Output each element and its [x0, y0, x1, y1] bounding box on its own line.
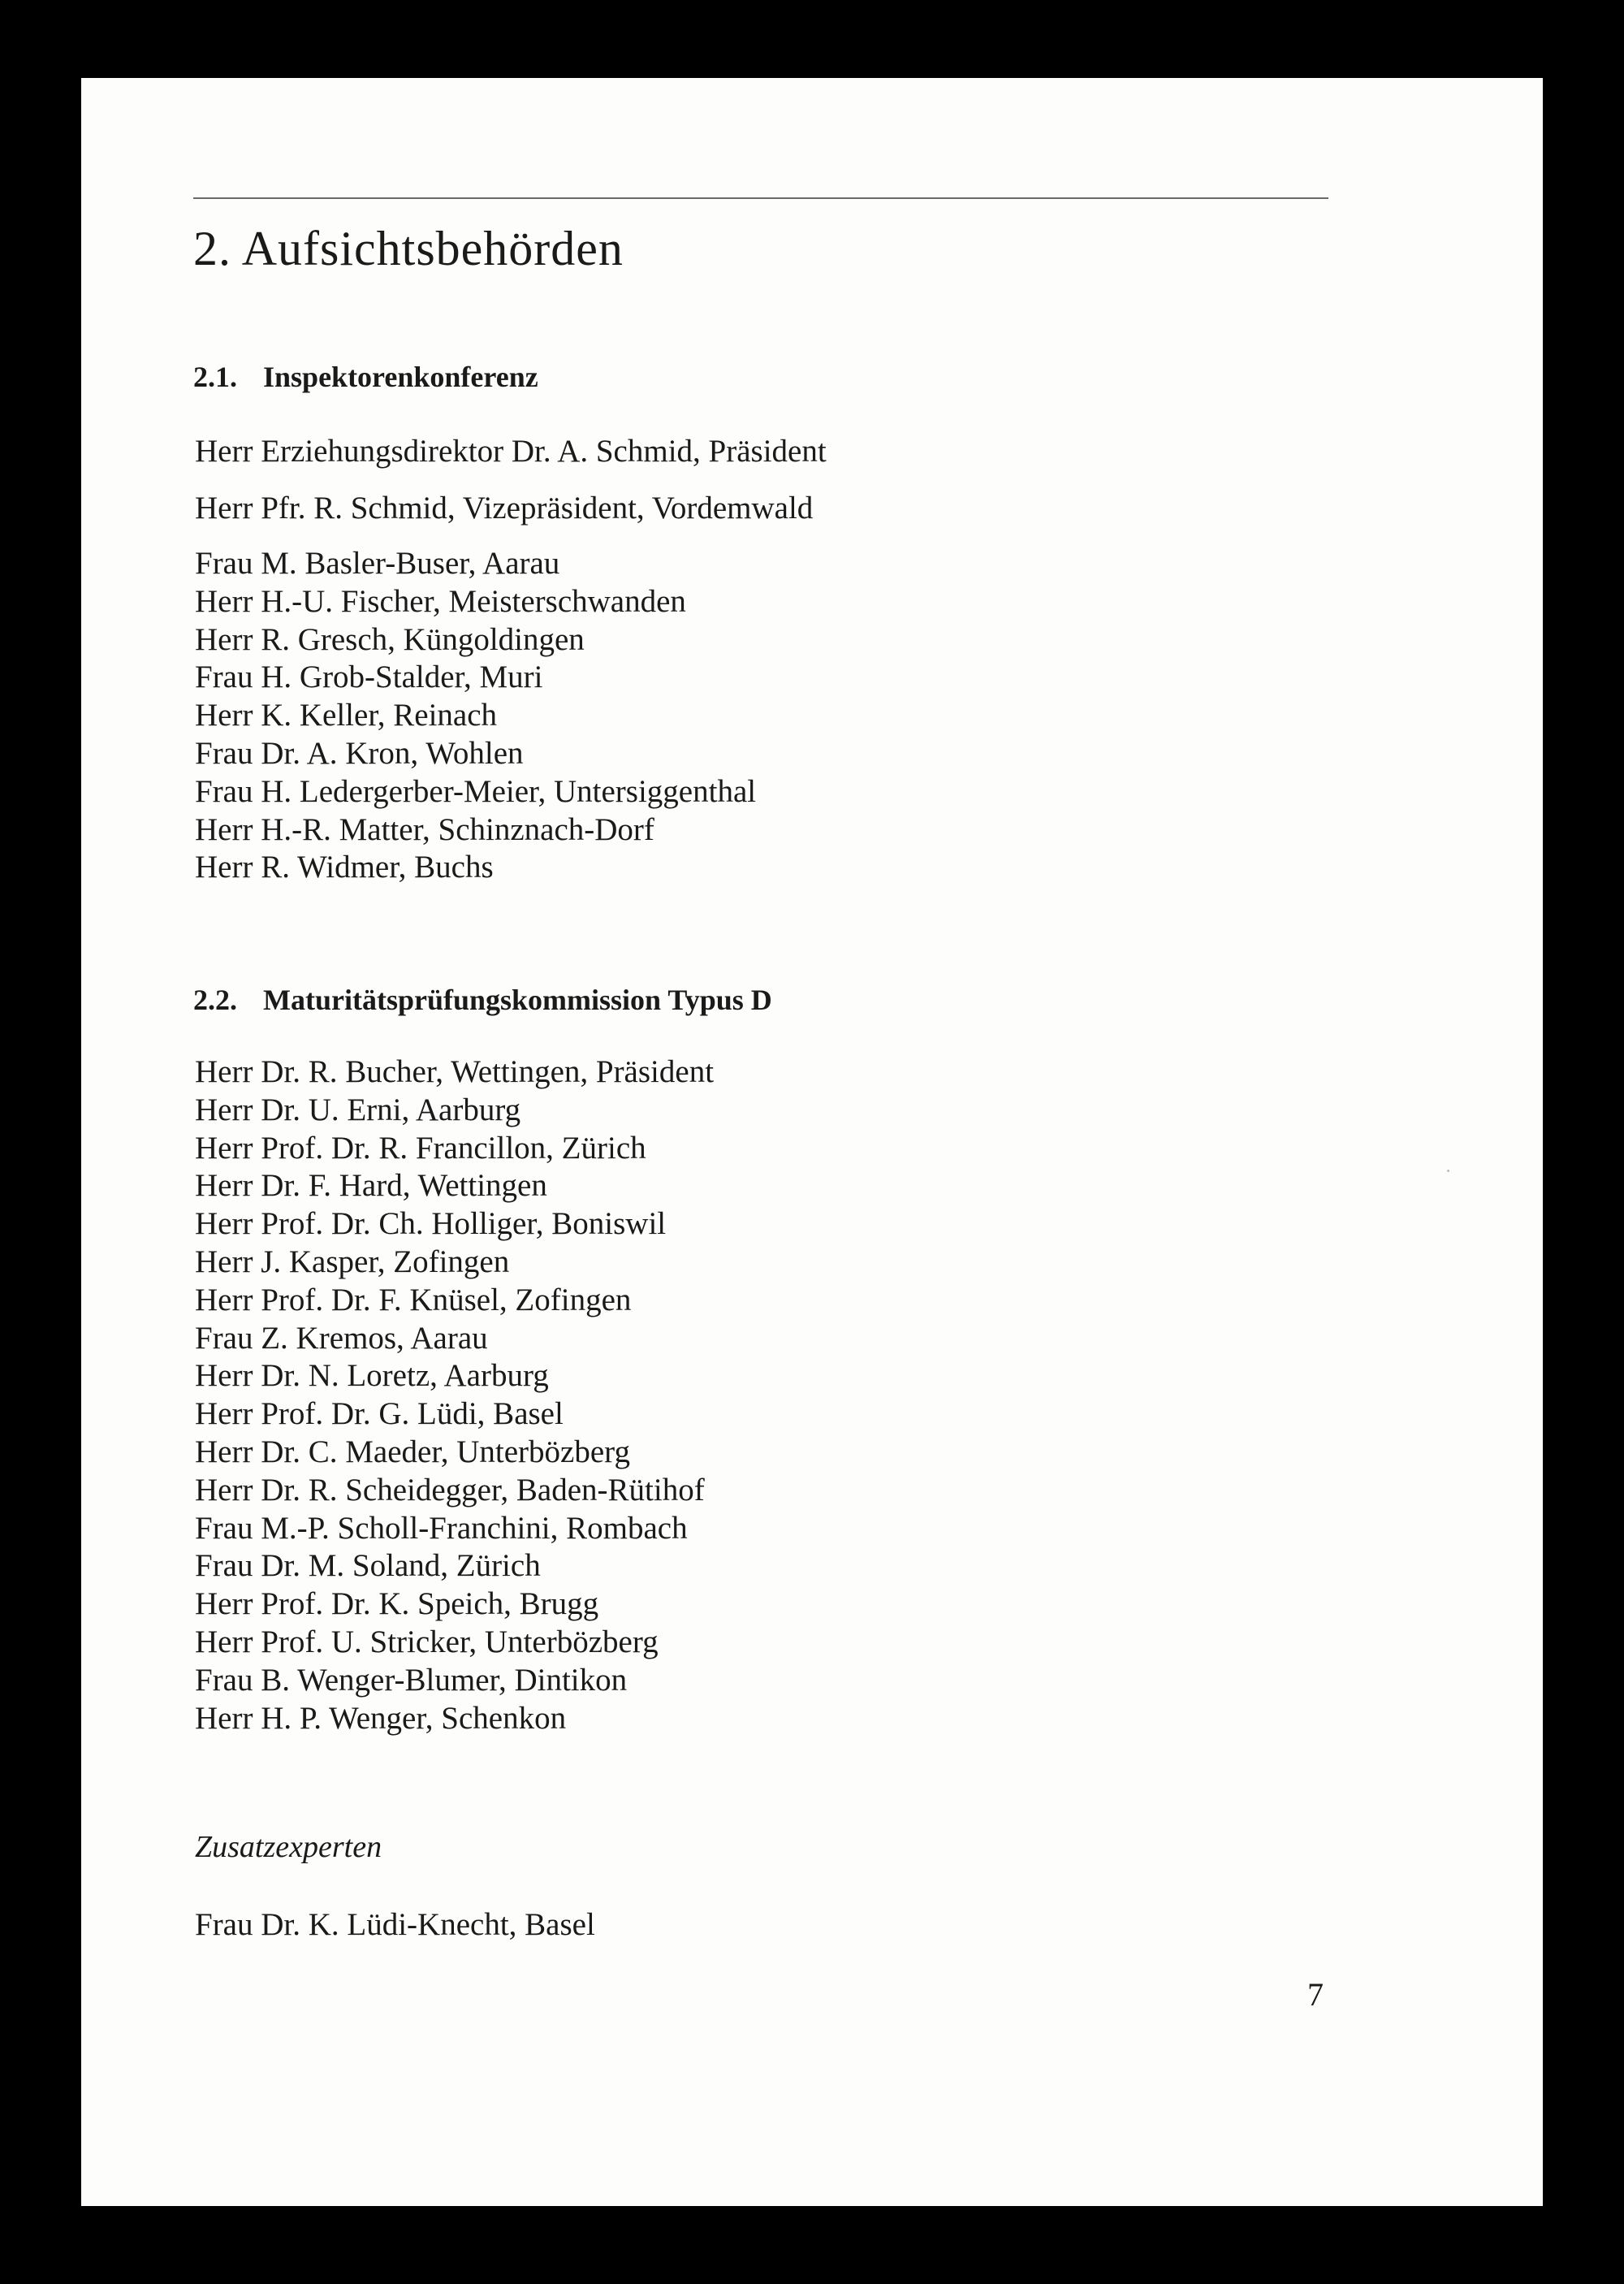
list-item: Herr Dr. U. Erni, Aarburg: [195, 1092, 521, 1127]
list-item: Frau Dr. M. Soland, Zürich: [195, 1548, 541, 1584]
list-item: Herr H.-R. Matter, Schinznach-Dorf: [195, 811, 654, 847]
section-heading-inspektorenkonferenz: [193, 360, 538, 395]
section-number: 2.2.: [193, 984, 237, 1016]
president-line: Herr Erziehungsdirektor Dr. A. Schmid, Präsident: [195, 434, 827, 469]
list-item: Herr Prof. Dr. R. Francillon, Zürich: [195, 1130, 646, 1166]
section-heading-maturitaetspruefungskommission: [193, 983, 772, 1018]
list-item: Herr Dr. C. Maeder, Unterbözberg: [195, 1434, 630, 1469]
list-item: Herr Dr. N. Loretz, Aarburg: [195, 1358, 549, 1394]
list-item: Herr Prof. U. Stricker, Unterbözberg: [195, 1624, 659, 1659]
list-item: Herr Prof. Dr. G. Lüdi, Basel: [195, 1396, 564, 1432]
page-number: 7: [1307, 1976, 1324, 2013]
list-item: Herr K. Keller, Reinach: [195, 698, 498, 733]
list-item: Herr J. Kasper, Zofingen: [195, 1244, 510, 1279]
zusatzexperten-heading: Zusatzexperten: [195, 1830, 382, 1864]
chapter-title: 2. Aufsichtsbehörden: [193, 222, 624, 275]
list-item: Herr H. P. Wenger, Schenkon: [195, 1700, 567, 1736]
list-item: Herr Prof. Dr. F. Knüsel, Zofingen: [195, 1282, 632, 1317]
scan-speck: [1447, 1170, 1449, 1172]
list-item: Frau Z. Kremos, Aarau: [195, 1320, 488, 1356]
list-item: Frau M.-P. Scholl-Franchini, Rombach: [195, 1510, 688, 1546]
list-item: Herr H.-U. Fischer, Meisterschwanden: [195, 583, 686, 619]
list-item: Herr Prof. Dr. K. Speich, Brugg: [195, 1586, 599, 1622]
list-item: Herr Dr. R. Bucher, Wettingen, Präsident: [195, 1054, 715, 1089]
section-title: Maturitätsprüfungskommission Typus D: [263, 984, 772, 1016]
header-rule: [193, 197, 1328, 199]
section-title: Inspektorenkonferenz: [263, 361, 538, 393]
list-item: Frau H. Grob-Stalder, Muri: [195, 660, 543, 695]
kommission-members: [195, 1053, 714, 1737]
list-item: Frau M. Basler-Buser, Aarau: [195, 546, 560, 581]
list-item: Herr Dr. F. Hard, Wettingen: [195, 1168, 547, 1204]
list-item: Frau H. Ledergerber-Meier, Untersiggenthal: [195, 773, 757, 809]
list-item: Herr Dr. R. Scheidegger, Baden-Rütihof: [195, 1472, 705, 1508]
list-item: Frau B. Wenger-Blumer, Dintikon: [195, 1662, 628, 1698]
section-number: 2.1.: [193, 361, 237, 393]
list-item: Herr R. Gresch, Küngoldingen: [195, 621, 585, 657]
list-item: Frau Dr. A. Kron, Wohlen: [195, 735, 524, 771]
zusatzexperte-line: Frau Dr. K. Lüdi-Knecht, Basel: [195, 1907, 595, 1942]
list-item: Herr Prof. Dr. Ch. Holliger, Boniswil: [195, 1206, 667, 1242]
vice-president-line: Herr Pfr. R. Schmid, Vizepräsident, Vordemwald: [195, 491, 814, 526]
list-item: Herr R. Widmer, Buchs: [195, 850, 494, 885]
inspektorenkonferenz-members: [195, 545, 756, 887]
